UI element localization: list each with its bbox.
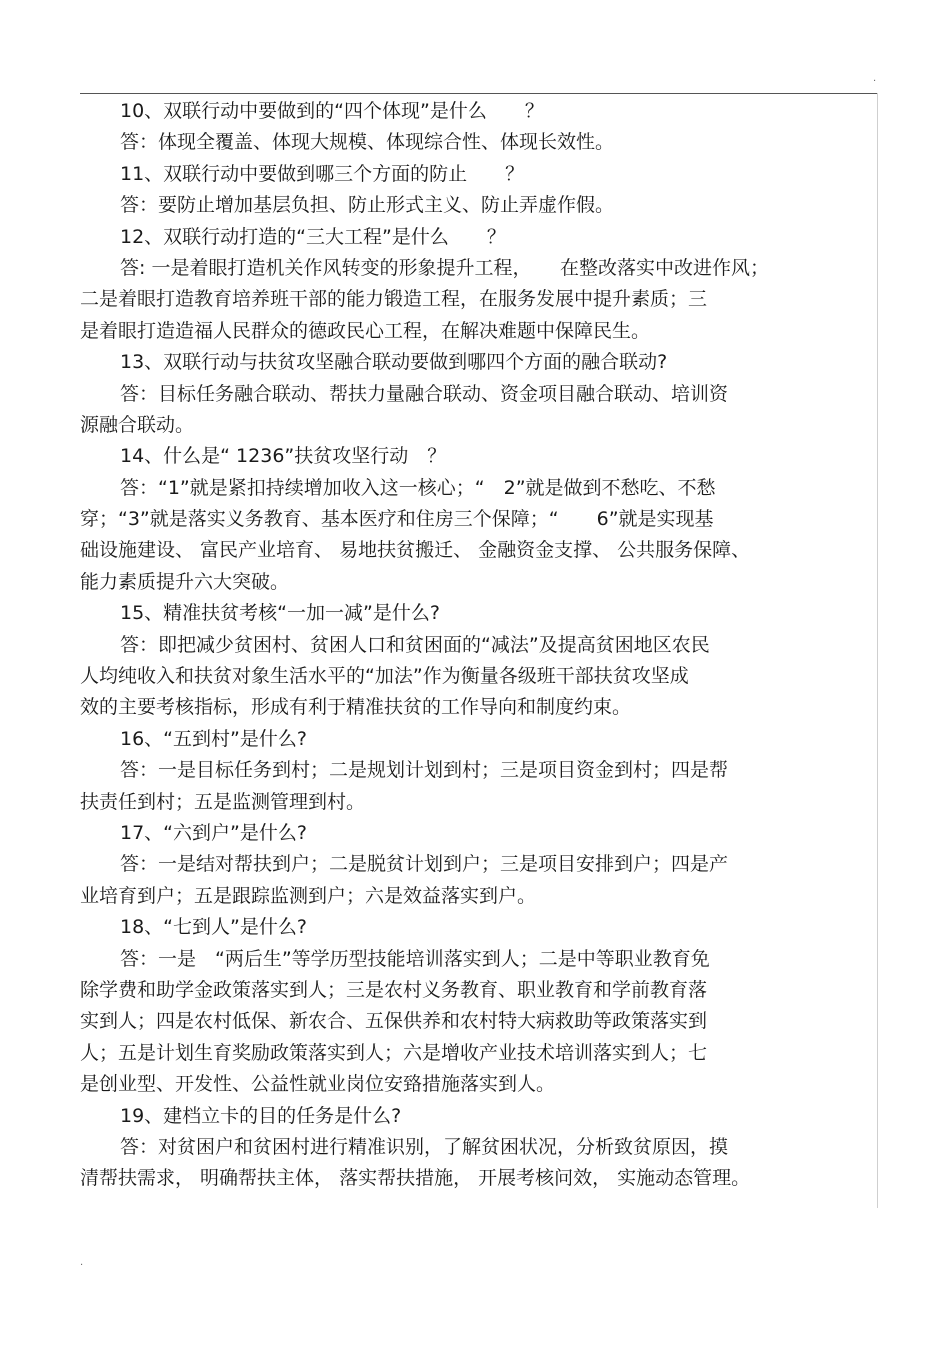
text-line: 答：要防止增加基层负担、防止形式主义、防止弄虚作假。	[120, 194, 615, 217]
text-line: 是着眼打造造福人民群众的德政民心工程，在解决难题中保障民生。	[80, 319, 651, 342]
text-line: 12、双联行动打造的“三大工程”是什么 ？	[120, 225, 506, 248]
text-line: 人均纯收入和扶贫对象生活水平的“加法”作为衡量各级班干部扶贫攻坚成	[80, 665, 689, 688]
text-line: 答：一是结对帮扶到户；二是脱贫计划到户；三是项目安排到户；四是产	[120, 853, 729, 876]
text-line: 答：目标任务融合联动、帮扶力量融合联动、资金项目融合联动、培训资	[120, 382, 729, 405]
text-line: 效的主要考核指标，形成有利于精准扶贫的工作导向和制度约束。	[80, 696, 632, 719]
right-margin-rule	[877, 93, 878, 1208]
text-line: 能力素质提升六大突破。	[80, 570, 290, 593]
text-line: 实到人；四是农村低保、新农合、五保供养和农村特大病救助等政策落实到	[80, 1010, 708, 1033]
text-line: 人；五是计划生育奖励政策落实到人；六是增收产业技术培训落实到人；七	[80, 1041, 708, 1064]
text-line: 答: 一是着眼打造机关作风转变的形象提升工程， 在整改落实中改进作风；	[120, 256, 769, 279]
text-line: 10、双联行动中要做到的“四个体现”是什么 ？	[120, 100, 544, 122]
text-line: 除学费和助学金政策落实到人；三是农村义务教育、职业教育和学前教育落	[80, 978, 708, 1001]
text-line: 础设施建设、 富民产业培育、 易地扶贫搬迁、 金融资金支撑、 公共服务保障、	[80, 539, 751, 562]
text-line: 18、“七到人”是什么?	[120, 916, 307, 939]
page-mark-bottom: .	[80, 1257, 84, 1268]
text-line: 源融合联动。	[80, 413, 195, 436]
text-line: 二是着眼打造教育培养班干部的能力锻造工程，在服务发展中提升素质；三	[80, 288, 708, 311]
document-body	[80, 96, 870, 1195]
text-line: 清帮扶需求， 明确帮扶主体， 落实帮扶措施， 开展考核问效， 实施动态管理。	[80, 1167, 751, 1190]
text-line: 答：即把减少贫困村、贫困人口和贫困面的“减法”及提高贫困地区农民	[120, 633, 710, 656]
text-line: 11、双联行动中要做到哪三个方面的防止 ？	[120, 162, 525, 185]
text-line: 扶责任到村；五是监测管理到村。	[80, 790, 366, 813]
text-line: 17、“六到户”是什么?	[120, 821, 307, 844]
text-line: 15、精准扶贫考核“一加一减”是什么?	[120, 602, 440, 625]
page-mark-top: .	[873, 73, 877, 84]
text-line: 19、建档立卡的目的任务是什么?	[120, 1104, 402, 1127]
text-line: 答：一是 “两后生”等学历型技能培训落实到人；二是中等职业教育免	[120, 947, 710, 970]
text-line: 答：一是目标任务到村；二是规划计划到村；三是项目资金到村；四是帮	[120, 759, 729, 782]
text-line: 穿；“3”就是落实义务教育、基本医疗和住房三个保障；“ 6”就是实现基	[80, 508, 714, 531]
text-line: 答：“1”就是紧扣持续增加收入这一核心；“ 2”就是做到不愁吃、不愁	[120, 476, 716, 499]
text-line: 是创业型、开发性、公益性就业岗位安臵措施落实到人。	[80, 1073, 556, 1096]
text-line: 业培育到户；五是跟踪监测到户；六是效益落实到户。	[80, 884, 537, 907]
header-rule	[80, 93, 877, 94]
text-line: 答：体现全覆盖、体现大规模、体现综合性、体现长效性。	[120, 131, 615, 154]
text-line: 答：对贫困户和贫困村进行精准识别，了解贫困状况，分析致贫原因，摸	[120, 1135, 729, 1158]
text-line: 16、“五到村”是什么?	[120, 727, 307, 750]
text-line: 14、什么是“ 1236”扶贫攻坚行动 ？	[120, 445, 447, 468]
text-line: 13、双联行动与扶贫攻坚融合联动要做到哪四个方面的融合联动?	[120, 351, 668, 374]
